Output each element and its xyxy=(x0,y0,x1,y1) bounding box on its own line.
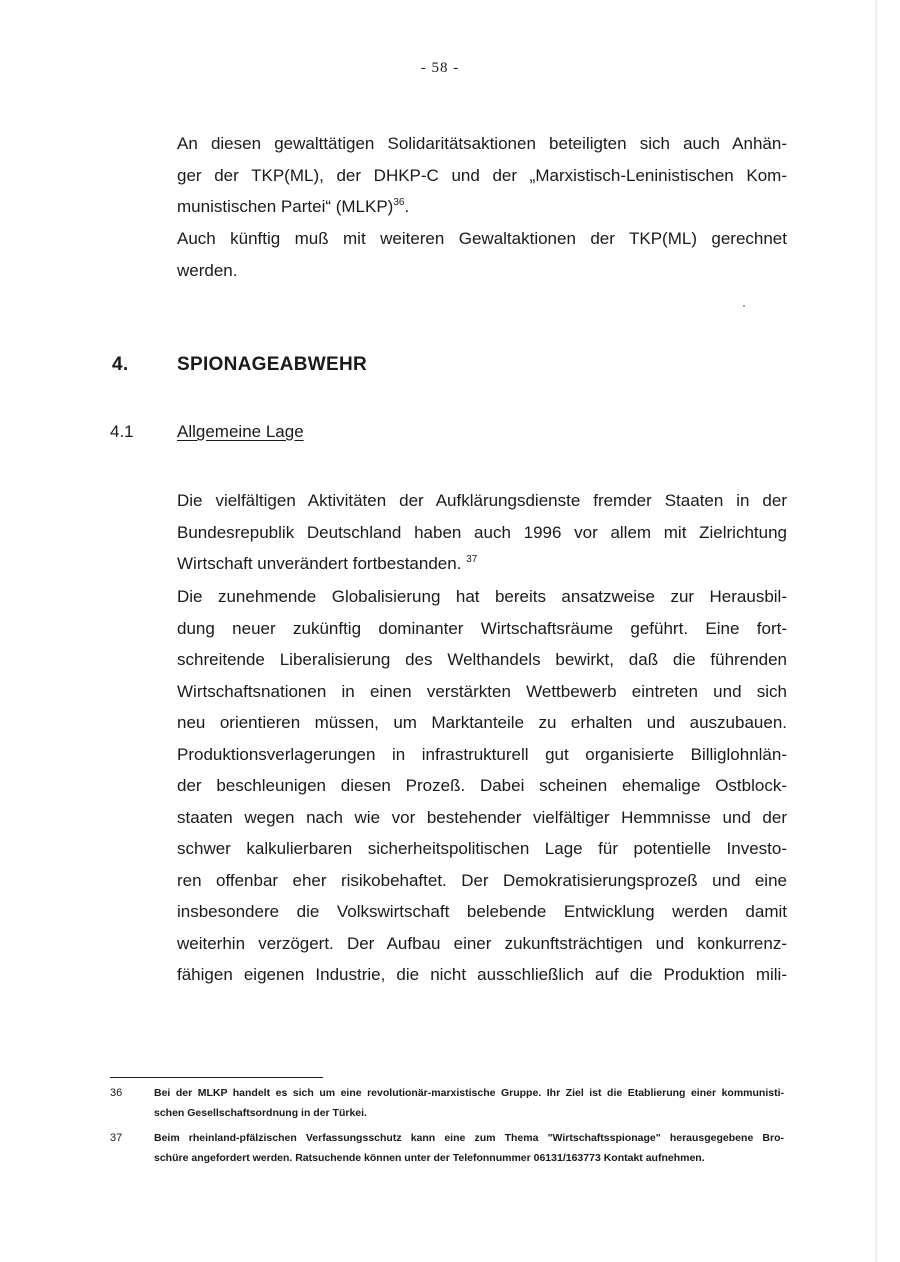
footnote-divider xyxy=(110,1077,323,1078)
scan-page-edge xyxy=(875,0,878,1262)
section-number: 4. xyxy=(112,354,129,375)
subsection-title: Allgemeine Lage xyxy=(177,422,304,441)
subsection-number: 4.1 xyxy=(110,422,134,441)
footnote-ref-36: 36 xyxy=(393,197,405,208)
text-line-content: munistischen Partei“ (MLKP) xyxy=(177,197,394,216)
text-line: schreitende Liberalisierung des Welthandels bewirkt, daß die führenden xyxy=(177,650,787,669)
subsection-heading xyxy=(110,422,304,442)
paragraph-globalization xyxy=(177,581,787,991)
paragraph-future-violence xyxy=(177,223,787,286)
text-line: Bundesrepublik Deutschland haben auch 1996 vor allem mit Zielrichtung xyxy=(177,522,787,542)
text-line: staaten wegen nach wie vor bestehender vielfältiger Hemmnisse und der xyxy=(177,807,787,827)
text-line: Auch künftig muß mit weiteren Gewaltaktionen der TKP(ML) gerechnet xyxy=(177,229,787,248)
footnote-ref-37: 37 xyxy=(466,554,478,565)
text-line-tail: . xyxy=(404,197,410,216)
text-line: Die zunehmende Globalisierung hat bereits ansatzweise zur Herausbil- xyxy=(177,587,787,606)
text-line xyxy=(177,191,787,223)
footnote-number: 37 xyxy=(110,1132,123,1144)
footnote-text xyxy=(154,1083,784,1123)
paragraph-solidarity-actions xyxy=(177,128,787,223)
footnote-line: schen Gesellschaftsordnung in der Türkei. xyxy=(154,1107,367,1119)
text-line: dung neuer zukünftig dominanter Wirtschaftsräume geführt. Eine fort- xyxy=(177,618,787,638)
footnote-line: schüre angefordert werden. Ratsuchende können unter der Telefonnummer 06131/163773 Kontakt aufnehmen. xyxy=(154,1152,705,1164)
text-line: Wirtschaftsnationen in einen verstärkten Wettbewerb eintreten und sich xyxy=(177,681,787,701)
text-line: An diesen gewalttätigen Solidaritätsaktionen beteiligten sich auch Anhän- xyxy=(177,134,787,153)
text-line: werden. xyxy=(177,260,238,280)
scan-speck xyxy=(743,305,745,307)
text-line: neu orientieren müssen, um Marktanteile zu erhalten und auszubauen. xyxy=(177,713,787,732)
text-line: insbesondere die Volkswirtschaft belebende Entwicklung werden damit xyxy=(177,902,787,921)
text-line: ger der TKP(ML), der DHKP-C und der „Marxistisch-Leninistischen Kom- xyxy=(177,165,787,185)
text-line: weiterhin verzögert. Der Aufbau einer zukunftsträchtigen und konkurrenz- xyxy=(177,933,787,953)
text-line: schwer kalkulierbaren sicherheitspolitischen Lage für potentielle Investo- xyxy=(177,839,787,858)
page-number: - 58 - xyxy=(420,60,460,76)
text-line xyxy=(177,548,787,580)
text-line: fähigen eigenen Industrie, die nicht ausschließlich auf die Produktion mili- xyxy=(177,965,787,984)
text-line: ren offenbar eher risikobehaftet. Der Demokratisierungsprozeß und eine xyxy=(177,870,787,890)
text-line: Produktionsverlagerungen in infrastrukturell gut organisierte Billiglohnlän- xyxy=(177,744,787,764)
footnote-text xyxy=(154,1128,784,1168)
section-title: SPIONAGEABWEHR xyxy=(177,354,367,375)
text-line: Die vielfältigen Aktivitäten der Aufklärungsdienste fremder Staaten in der xyxy=(177,491,787,510)
paragraph-intelligence-activities xyxy=(177,485,787,580)
text-line-content: Wirtschaft unverändert fortbestanden. xyxy=(177,554,467,573)
text-line: der beschleunigen diesen Prozeß. Dabei scheinen ehemalige Ostblock- xyxy=(177,776,787,795)
footnote-line: Beim rheinland-pfälzischen Verfassungsschutz kann eine zum Thema "Wirtschaftsspionage" herausgegebene Bro- xyxy=(154,1132,784,1144)
footnote-number: 36 xyxy=(110,1087,123,1099)
footnote-line: Bei der MLKP handelt es sich um eine revolutionär-marxistische Gruppe. Ihr Ziel ist die Etablierung einer kommunisti- xyxy=(154,1087,784,1099)
